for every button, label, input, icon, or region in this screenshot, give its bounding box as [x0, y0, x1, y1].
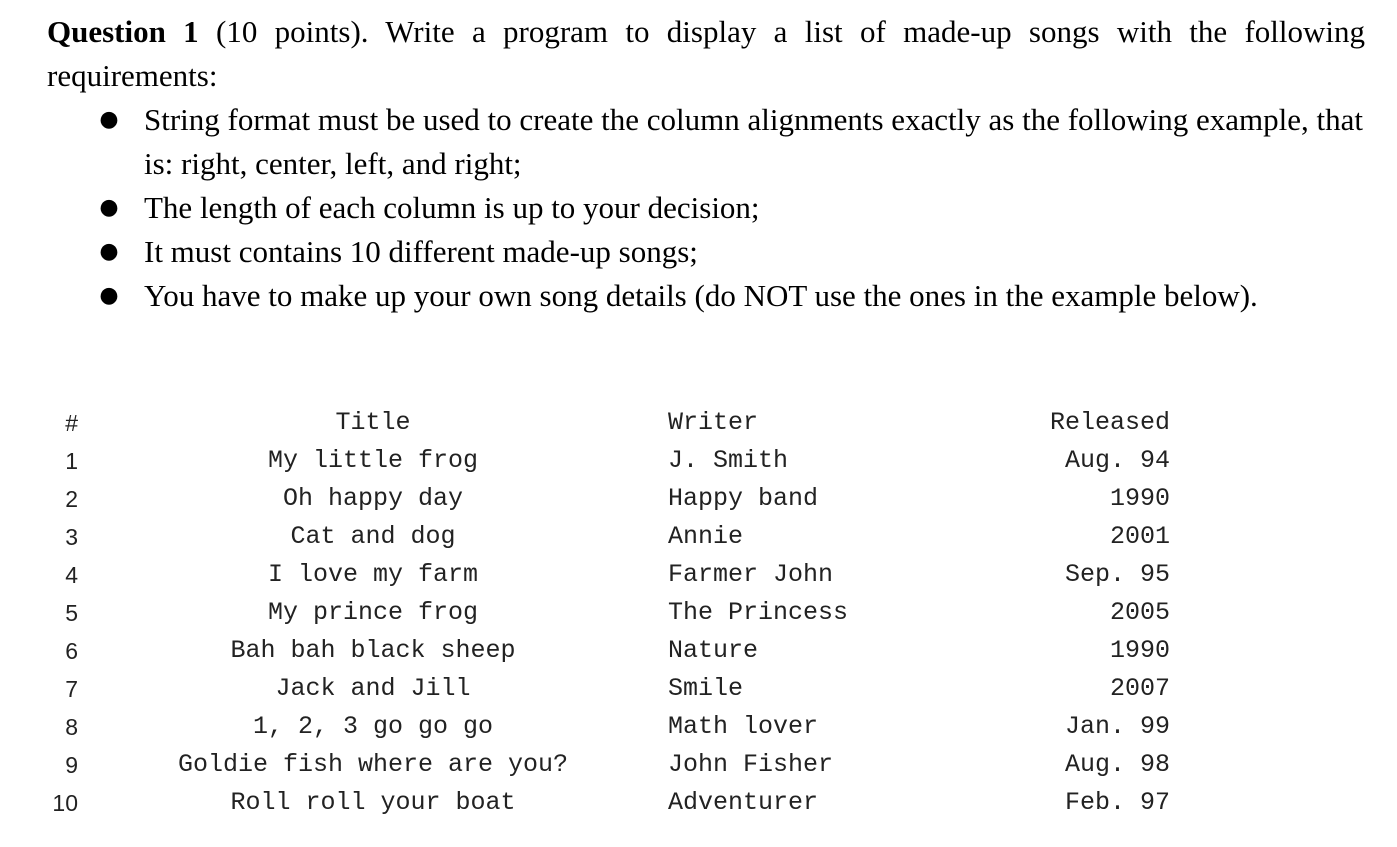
song-title: Oh happy day: [282, 484, 464, 513]
song-table: [40, 404, 1170, 822]
bullet-icon: ●: [99, 195, 119, 220]
table-row: [40, 442, 1170, 480]
table-row: [40, 784, 1170, 822]
song-writer: Smile: [668, 674, 744, 703]
row-number: 7: [65, 676, 78, 702]
row-number: 8: [65, 714, 78, 740]
song-released: Feb. 97: [1064, 788, 1170, 817]
song-released: 1990: [1109, 636, 1170, 665]
song-title: Jack and Jill: [275, 674, 471, 703]
bullet-icon: ●: [99, 239, 119, 264]
requirement-text: String format must be used to create the column alignments exactly as the following example, that is: right, center, left, and right;: [144, 102, 1364, 181]
song-writer: Annie: [668, 522, 744, 551]
requirement-item: [47, 186, 1365, 230]
table-row: [40, 556, 1170, 594]
song-released: Aug. 94: [1064, 446, 1170, 475]
table-row: [40, 708, 1170, 746]
bullet-icon: ●: [99, 107, 119, 132]
question-points: (10 points).: [198, 14, 369, 49]
table-header-row: [40, 404, 1170, 442]
song-writer: Adventurer: [668, 788, 819, 817]
table-row: [40, 670, 1170, 708]
song-released: 2005: [1109, 598, 1170, 627]
question-label: Question 1: [47, 14, 199, 49]
question-block: [47, 10, 1365, 318]
question-intro: [47, 10, 1365, 98]
song-writer: Math lover: [668, 712, 819, 741]
song-title: I love my farm: [267, 560, 479, 589]
requirement-item: [47, 274, 1365, 318]
table-row: [40, 518, 1170, 556]
song-released: Aug. 98: [1064, 750, 1170, 779]
row-number: 2: [65, 486, 78, 512]
requirement-item: [47, 230, 1365, 274]
header-title: Title: [335, 408, 411, 437]
song-released: Jan. 99: [1064, 712, 1170, 741]
song-title: Cat and dog: [290, 522, 456, 551]
song-title: My little frog: [267, 446, 479, 475]
row-number: 4: [65, 562, 78, 588]
row-number: 9: [65, 752, 78, 778]
header-writer: Writer: [668, 408, 759, 437]
song-title: Roll roll your boat: [230, 788, 516, 817]
row-number: 6: [65, 638, 78, 664]
row-number: 3: [65, 524, 78, 550]
row-number: 5: [65, 600, 78, 626]
requirement-item: [47, 98, 1365, 186]
header-number: #: [65, 410, 78, 436]
song-title: My prince frog: [267, 598, 479, 627]
song-writer: J. Smith: [668, 446, 789, 475]
song-writer: Farmer John: [668, 560, 834, 589]
song-title: 1, 2, 3 go go go: [252, 712, 494, 741]
song-released: 1990: [1109, 484, 1170, 513]
question-text: Write a program to display a list of made-up songs with the following requirements:: [47, 14, 1366, 93]
requirements-list: [47, 98, 1365, 318]
header-released: Released: [1049, 408, 1170, 437]
song-writer: Nature: [668, 636, 759, 665]
song-released: 2001: [1109, 522, 1170, 551]
row-number: 10: [52, 790, 78, 816]
table-row: [40, 594, 1170, 632]
song-writer: Happy band: [668, 484, 819, 513]
requirement-text: It must contains 10 different made-up songs;: [144, 234, 698, 269]
table-row: [40, 632, 1170, 670]
row-number: 1: [65, 448, 78, 474]
requirement-text: The length of each column is up to your decision;: [144, 190, 760, 225]
song-writer: John Fisher: [668, 750, 834, 779]
song-title: Goldie fish where are you?: [177, 750, 569, 779]
song-title: Bah bah black sheep: [230, 636, 516, 665]
table-row: [40, 746, 1170, 784]
song-released: Sep. 95: [1064, 560, 1170, 589]
song-released: 2007: [1109, 674, 1170, 703]
song-writer: The Princess: [668, 598, 849, 627]
requirement-text: You have to make up your own song details (do NOT use the ones in the example below).: [144, 278, 1258, 313]
table-row: [40, 480, 1170, 518]
bullet-icon: ●: [99, 283, 119, 308]
